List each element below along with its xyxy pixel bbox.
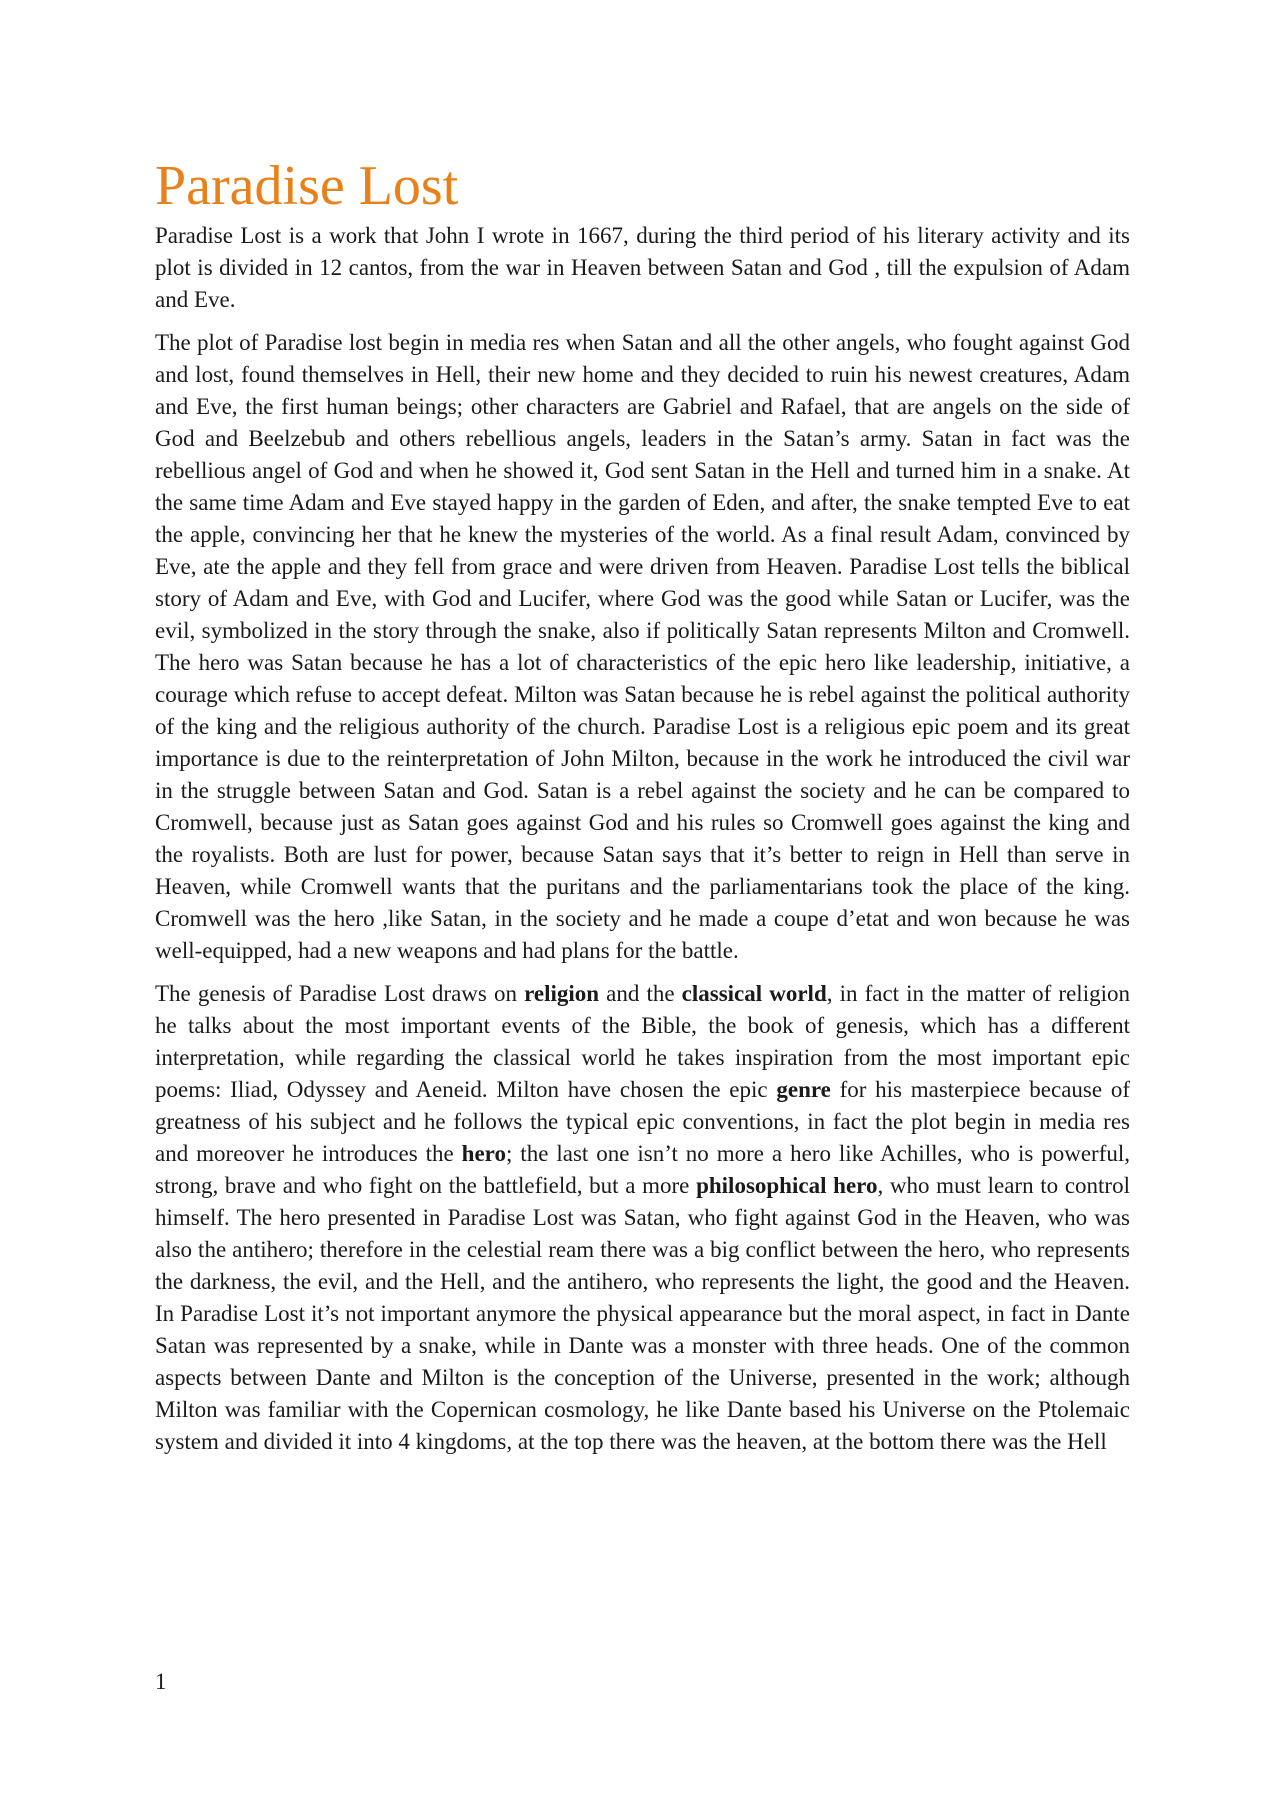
paragraph-intro [155, 220, 1130, 316]
text-segment: ; the last one isn’t no more a hero like Achilles, who is powerful, strong, brave and who fight on the battlefield, but a more [155, 1141, 1131, 1198]
paragraph-genesis [155, 978, 1130, 1458]
bold-term-classical-world: classical world [681, 981, 827, 1006]
document-page [155, 155, 1131, 1469]
text-segment: The plot of Paradise lost begin in media res when Satan and all the other angels, who fought against God and lost, found themselves in Hell, their new home and they decided to ruin his newest creatures, Adam and Eve, the first human beings; other characters are Gabriel and Rafael, that are angels on the side of God and Beelzebub and others rebellious angels, leaders in the Satan’s army. Satan in fact was the rebellious angel of God and when he showed it, God sent Satan in the Hell and turned him in a snake. At the same time Adam and Eve stayed happy in the garden of Eden, and after, the snake tempted Eve to eat the apple, convincing her that he knew the mysteries of the world. As a final result Adam, convinced by Eve, ate the apple and they fell from grace and were driven from Heaven. Paradise Lost tells the biblical story of Adam and Eve, with God and Lucifer, where God was the good while Satan or Lucifer, was the evil, symbolized in the story through the snake, also if politically Satan represents Milton and Cromwell. The hero was Satan because he has a lot of characteristics of the epic hero like leadership, initiative, a courage which refuse to accept defeat. Milton was Satan because he is rebel against the political authority of the king and the religious authority of the church. Paradise Lost is a religious epic poem and its great importance is due to the reinterpretation of John Milton, because in the work he introduced the civil war in the struggle between Satan and God. Satan is a rebel against the society and he can be compared to Cromwell, because just as Satan goes against God and his rules so Cromwell goes against the king and the royalists. Both are lust for power, because Satan says that it’s better to reign in Hell than serve in Heaven, while Cromwell wants that the puritans and the parliamentarians took the place of the king. Cromwell was the hero ,like Satan, in the society and he made a coupe d’etat and won because he was well-equipped, had a new weapons and had plans for the battle. [155, 330, 1130, 963]
text-segment: , in fact in the matter of religion he talks about the most important events of the Bible, the book of genesis, which has a different interpretation, while regarding the classical world he takes inspiration from the most important epic poems: Iliad, Odyssey and Aeneid. Milton have chosen the epic [155, 981, 1130, 1102]
bold-term-hero: hero [461, 1141, 506, 1166]
bold-term-philosophical-hero: philosophical hero [696, 1173, 878, 1198]
page-number: 1 [155, 1669, 167, 1694]
document-title: Paradise Lost [155, 155, 459, 217]
text-segment: for his masterpiece because of greatness of his subject and he follows the typical epic conventions, in fact the plot begin in media res and moreover he introduces the [155, 1077, 1130, 1166]
text-segment: and the [599, 981, 682, 1006]
text-segment: Paradise Lost is a work that John I wrote in 1667, during the third period of his literary activity and its plot is divided in 12 cantos, from the war in Heaven between Satan and God , till the expulsion of Adam and Eve. [155, 223, 1130, 312]
text-segment: The genesis of Paradise Lost draws on [155, 981, 525, 1006]
bold-term-religion: religion [524, 981, 600, 1006]
paragraph-plot [155, 327, 1130, 967]
bold-term-genre: genre [776, 1077, 831, 1102]
text-segment: , who must learn to control himself. The hero presented in Paradise Lost was Satan, who fight against God in the Heaven, who was also the antihero; therefore in the celestial ream there was a big conflict between the hero, who represents the darkness, the evil, and the Hell, and the antihero, who represents the light, the good and the Heaven. In Paradise Lost it’s not important anymore the physical appearance but the moral aspect, in fact in Dante Satan was represented by a snake, while in Dante was a monster with three heads. One of the common aspects between Dante and Milton is the conception of the Universe, presented in the work; although Milton was familiar with the Copernican cosmology, he like Dante based his Universe on the Ptolemaic system and divided it into 4 kingdoms, at the top there was the heaven, at the bottom there was the Hell [155, 1173, 1130, 1454]
